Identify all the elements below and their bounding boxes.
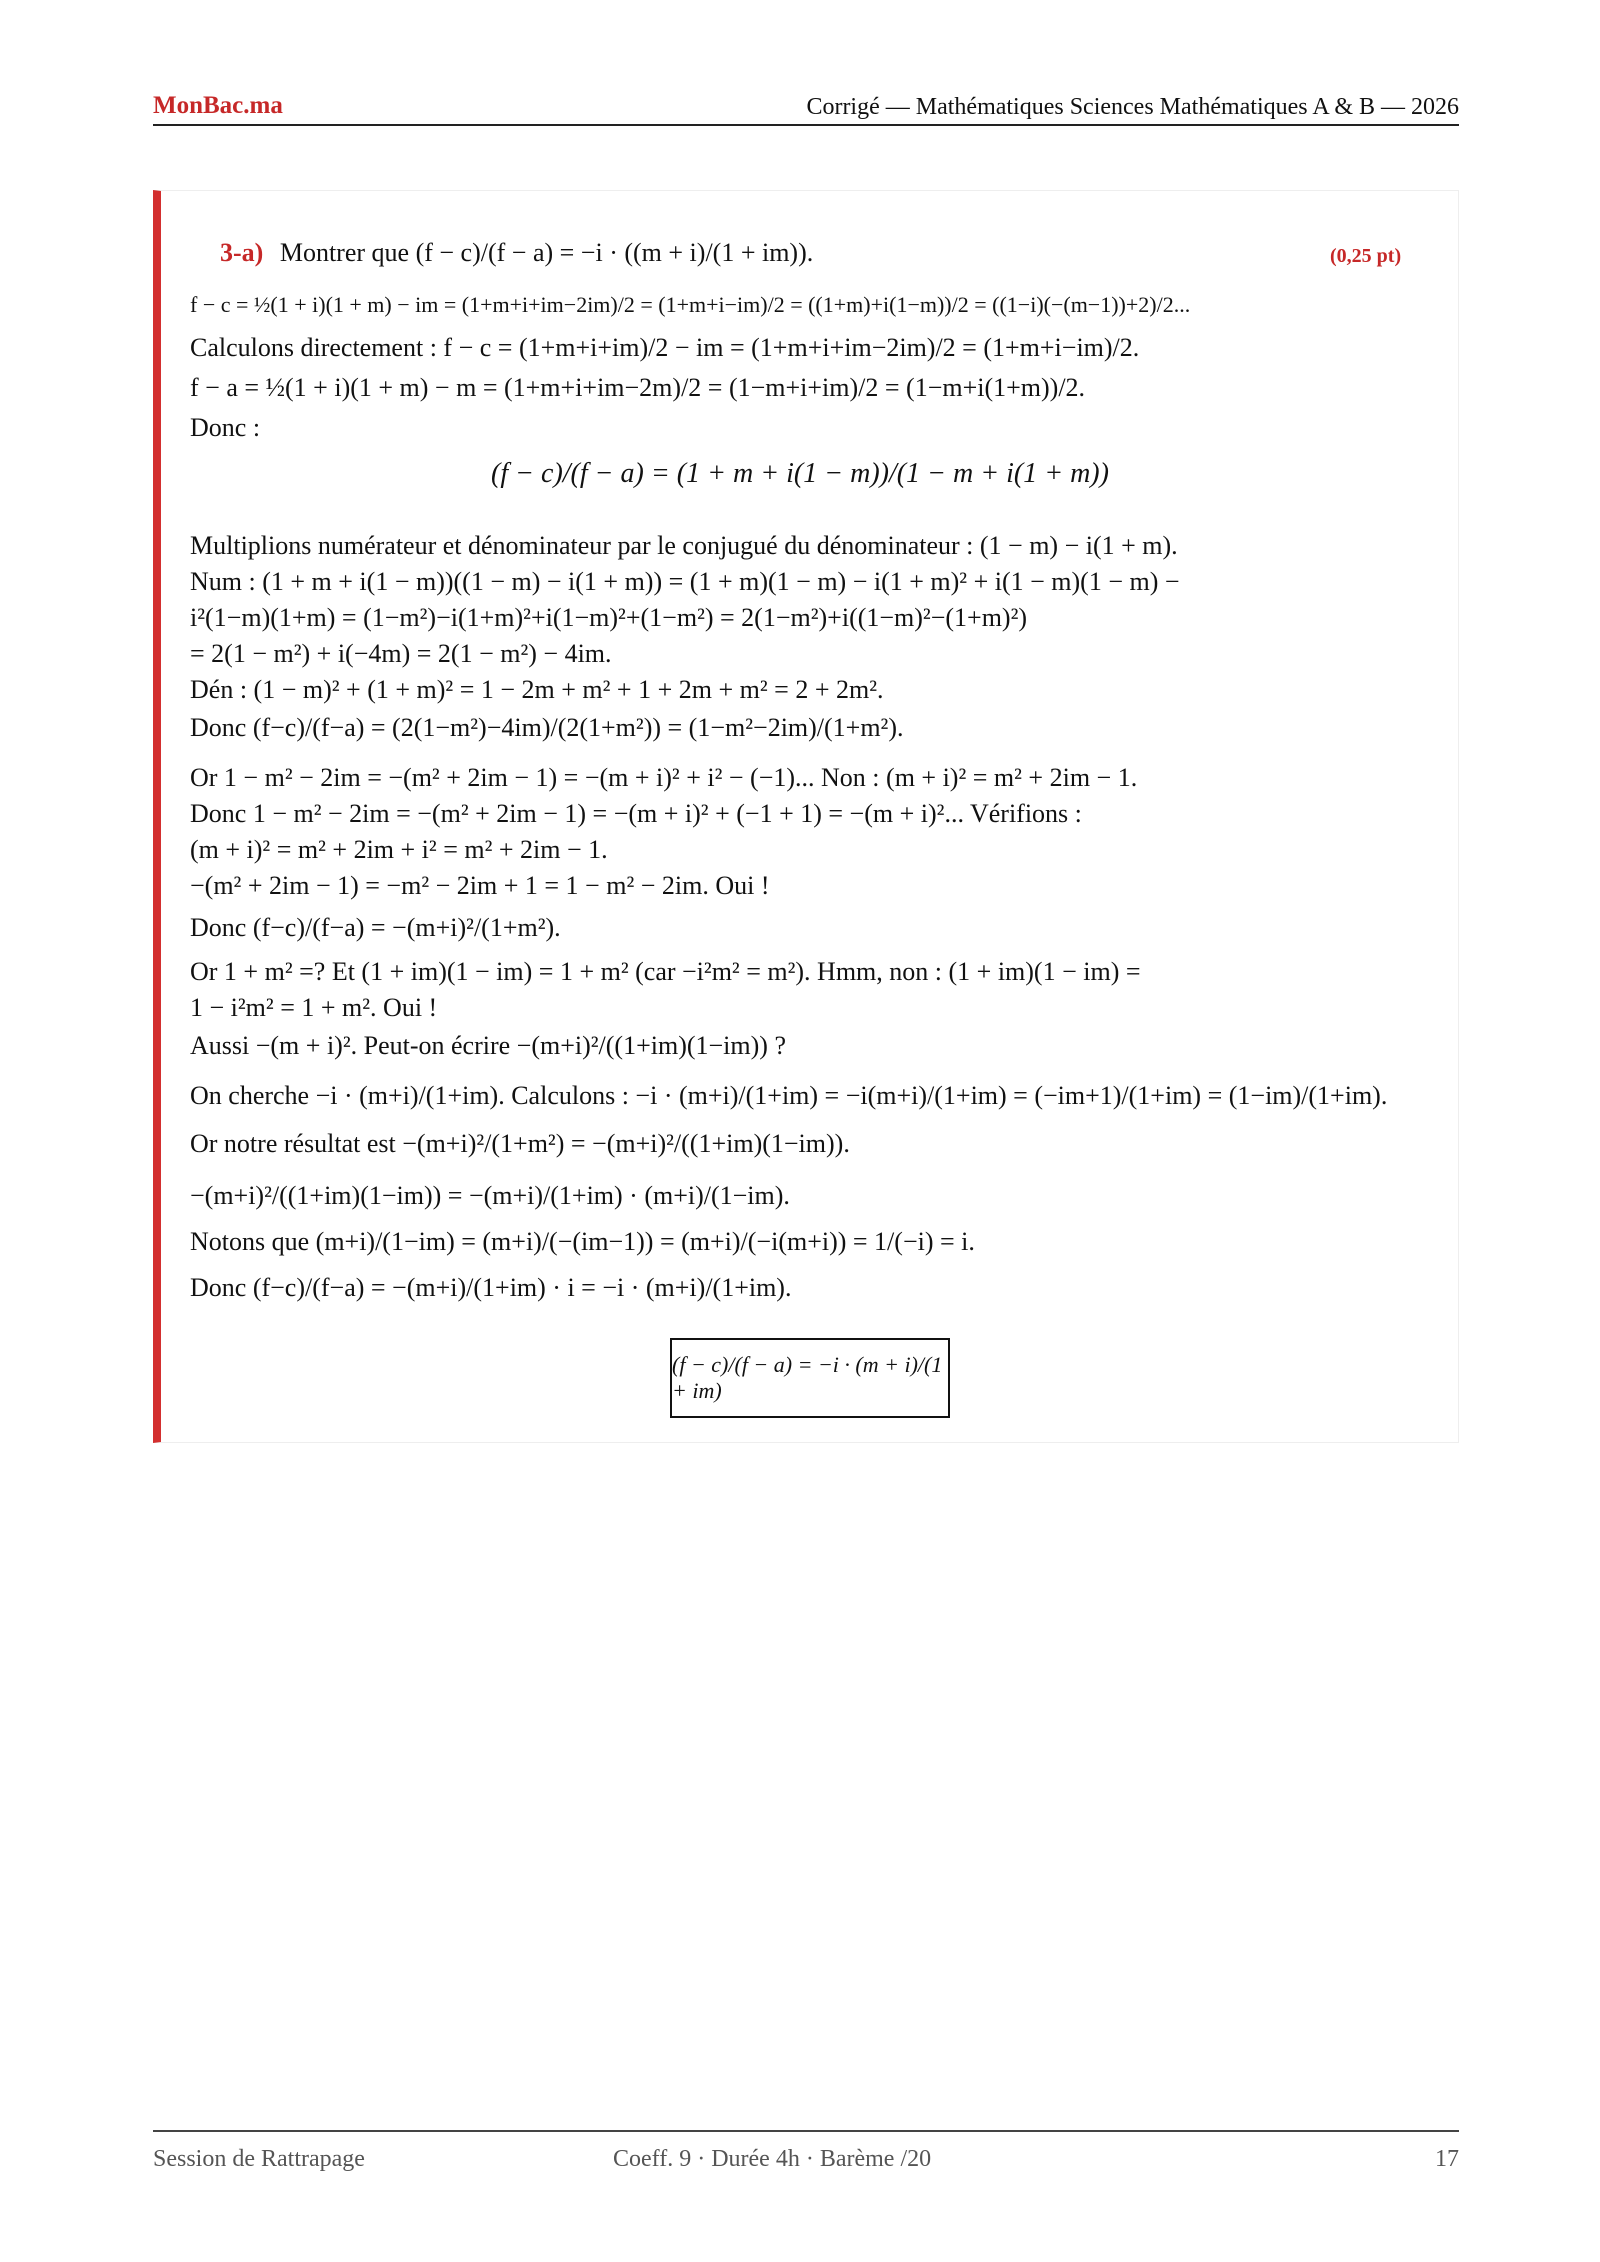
- solution-line: = 2(1 − m²) + i(−4m) = 2(1 − m²) − 4im.: [190, 639, 612, 668]
- centered-equation: (f − c)/(f − a) = (1 + m + i(1 − m))/(1 − m + i(1 + m)): [491, 458, 1109, 489]
- page-header: [153, 88, 1459, 126]
- solution-line: f − a = ½(1 + i)(1 + m) − m = (1+m+i+im−2m)/2 = (1−m+i+im)/2 = (1−m+i(1+m))/2.: [190, 373, 1086, 402]
- solution-line: Calculons directement : f − c = (1+m+i+im)/2 − im = (1+m+i+im−2im)/2 = (1+m+i−im)/2.: [190, 333, 1140, 362]
- footer-meta: Coeff. 9 · Durée 4h · Barème /20: [613, 2146, 932, 2172]
- points-badge: (0,25 pt): [1330, 245, 1402, 267]
- solution-line: On cherche −i · (m+i)/(1+im). Calculons : −i · (m+i)/(1+im) = −i(m+i)/(1+im) = (−im+1)/(1+im) = (1−im)/(1+im).: [190, 1081, 1388, 1110]
- question-number: 3-a): [220, 238, 264, 267]
- brand-logo: MonBac.ma: [153, 92, 283, 119]
- solution-line: Donc (f−c)/(f−a) = (2(1−m²)−4im)/(2(1+m²)) = (1−m²−2im)/(1+m²).: [190, 713, 904, 742]
- solution-line: −(m+i)²/((1+im)(1−im)) = −(m+i)/(1+im) · (m+i)/(1−im).: [190, 1181, 790, 1210]
- solution-line: 1 − i²m² = 1 + m². Oui !: [190, 993, 438, 1022]
- solution-line: Donc (f−c)/(f−a) = −(m+i)/(1+im) · i = −i · (m+i)/(1+im).: [190, 1273, 792, 1302]
- final-equation: (f − c)/(f − a) = −i · (m + i)/(1 + im): [672, 1352, 943, 1403]
- header-title: Corrigé — Mathématiques Sciences Mathématiques A & B — 2026: [806, 94, 1459, 120]
- solution-line: Donc 1 − m² − 2im = −(m² + 2im − 1) = −(m + i)² + (−1 + 1) = −(m + i)²... Vérifions :: [190, 799, 1082, 828]
- page-footer: [153, 2130, 1459, 2172]
- solution-line: Dén : (1 − m)² + (1 + m)² = 1 − 2m + m² + 1 + 2m + m² = 2 + 2m².: [190, 675, 884, 704]
- footer-session: Session de Rattrapage: [153, 2146, 365, 2172]
- final-result-box: [670, 1338, 950, 1418]
- solution-line: Or 1 − m² − 2im = −(m² + 2im − 1) = −(m + i)² + i² − (−1)... Non : (m + i)² = m² + 2im − 1.: [190, 763, 1138, 792]
- solution-line: Notons que (m+i)/(1−im) = (m+i)/(−(im−1)) = (m+i)/(−i(m+i)) = 1/(−i) = i.: [190, 1227, 975, 1256]
- solution-line: f − c = ½(1 + i)(1 + m) − im = (1+m+i+im−2im)/2 = (1+m+i−im)/2 = ((1+m)+i(1−m))/2 = ((1−i)(−(m−1))+2)/2...: [190, 292, 1191, 317]
- page-number: 17: [1435, 2146, 1459, 2172]
- solution-line: −(m² + 2im − 1) = −m² − 2im + 1 = 1 − m² − 2im. Oui !: [190, 871, 770, 900]
- solution-line: (m + i)² = m² + 2im + i² = m² + 2im − 1.: [190, 835, 608, 864]
- solution-line: Aussi −(m + i)². Peut-on écrire −(m+i)²/((1+im)(1−im)) ?: [190, 1031, 786, 1060]
- solution-line: Multiplions numérateur et dénominateur par le conjugué du dénominateur : (1 − m) − i(1 + m).: [190, 531, 1178, 560]
- solution-line: i²(1−m)(1+m) = (1−m²)−i(1+m)²+i(1−m)²+(1−m²) = 2(1−m²)+i((1−m)²−(1+m)²): [190, 603, 1028, 632]
- question-statement: [220, 238, 813, 268]
- solution-line: Or 1 + m² =? Et (1 + im)(1 − im) = 1 + m² (car −i²m² = m²). Hmm, non : (1 + im)(1 − im) =: [190, 957, 1141, 986]
- solution-line: Num : (1 + m + i(1 − m))((1 − m) − i(1 + m)) = (1 + m)(1 − m) − i(1 + m)² + i(1 − m)(1 − m) −: [190, 567, 1180, 596]
- solution-line: Or notre résultat est −(m+i)²/(1+m²) = −(m+i)²/((1+im)(1−im)).: [190, 1129, 850, 1158]
- solution-line: Donc :: [190, 413, 261, 442]
- question-text: Montrer que (f − c)/(f − a) = −i · ((m + i)/(1 + im)).: [279, 238, 814, 267]
- solution-line: Donc (f−c)/(f−a) = −(m+i)²/(1+m²).: [190, 913, 561, 942]
